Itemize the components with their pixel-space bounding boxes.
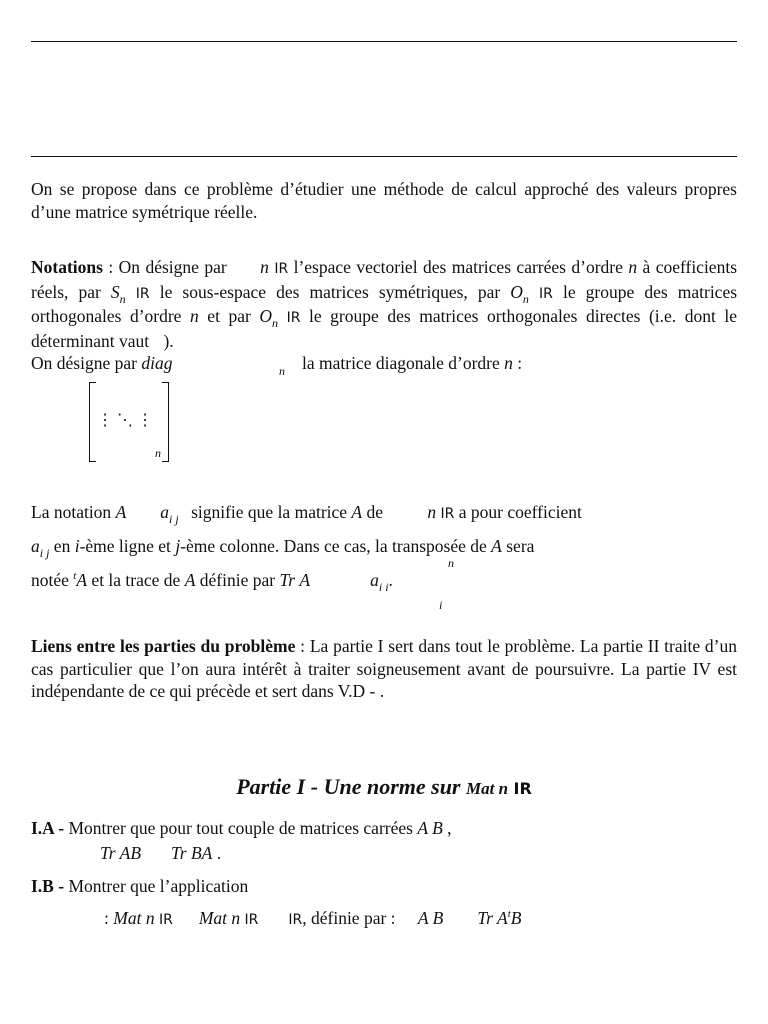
notation-text: notée	[31, 570, 74, 590]
reals-symbol: IR	[274, 261, 289, 277]
IA-line-1	[31, 817, 452, 839]
sum-lower-limit: i	[439, 598, 443, 612]
reals-symbol: IR	[286, 310, 301, 326]
math-sub-n: n	[272, 316, 279, 330]
math-n: n	[504, 353, 513, 373]
math-mat-n: Mat n	[465, 779, 509, 798]
notation-text: La notation	[31, 502, 116, 522]
notations-text: le groupe des matrices orthogonales d’ordre	[31, 281, 738, 326]
math-A-B: A B	[417, 818, 443, 838]
diag-line	[31, 352, 172, 374]
diag-text: la matrice diagonale d’ordre	[302, 353, 505, 373]
math-A: A	[491, 536, 502, 556]
IB-text: :	[104, 908, 114, 928]
math-sub-n: n	[279, 364, 285, 378]
math-transpose: t	[507, 908, 511, 920]
section-title	[0, 774, 768, 800]
notation-text: -ème colonne. Dans ce cas, la transposée de	[180, 536, 492, 556]
math-n: n	[190, 306, 199, 326]
math-sub-n: n	[119, 291, 126, 306]
math-n: n	[427, 502, 437, 522]
notations-label: Notations	[31, 257, 103, 277]
IA-formula	[100, 842, 221, 864]
matrix-dots: ⋮ ⋱ ⋮	[97, 412, 153, 429]
notation-text: .	[388, 570, 393, 590]
math-A-B: A B	[417, 908, 444, 928]
liens-label: Liens entre les parties du problème	[31, 636, 296, 656]
math-a: a	[31, 536, 40, 556]
diag-text: :	[512, 353, 523, 373]
math-A: A	[351, 502, 363, 522]
IA-text: Montrer que pour tout couple de matrices carrées	[64, 818, 418, 838]
notation-text: signifie que la matrice	[186, 502, 352, 522]
math-mat-n: Mat n	[113, 908, 155, 928]
notation-text: sera	[501, 536, 535, 556]
math-sub-ij: i j	[169, 512, 179, 526]
notations-text: le sous-espace des matrices symétriques, par	[149, 281, 511, 302]
math-TrAB: Tr AB	[100, 843, 142, 863]
section-title-text: Partie I - Une norme sur	[236, 774, 466, 799]
IB-label: I.B -	[31, 876, 65, 896]
math-j: j	[175, 536, 181, 556]
notations-text: et par	[198, 306, 260, 326]
liens-text: : La partie I sert dans tout le problème. La partie II traite d’un cas particulier que l’on aura intérêt à traiter soigneusement avant de poursuivre. La partie IV est indépendante de ce qui précède et sert dans V.D - .	[31, 636, 737, 701]
math-O: O	[510, 281, 523, 302]
diag-line-sub	[279, 358, 285, 382]
math-S: S	[110, 281, 120, 302]
math-TrBA: Tr BA	[171, 843, 213, 863]
math-sub-ii: i i	[378, 580, 389, 594]
math-A: A	[184, 570, 196, 590]
diag-line-rest	[302, 352, 522, 374]
IA-text: ,	[442, 818, 452, 838]
diagonal-matrix	[89, 382, 169, 462]
notations-text: ).	[163, 330, 174, 351]
diag-text: On désigne par	[31, 353, 142, 373]
math-Tr: Tr	[279, 570, 296, 590]
notation-A-line-3	[31, 569, 393, 594]
notations-text: le groupe des matrices orthogonales directes (i.e. dont le déterminant vaut	[31, 306, 737, 351]
math-sub-ij: i j	[39, 546, 50, 560]
right-bracket	[162, 382, 169, 462]
intro-paragraph	[31, 178, 737, 223]
IA-label: I.A -	[31, 818, 65, 838]
intro-text: On se propose dans ce problème d’étudier une méthode de calcul approché des valeurs propres d’une matrice symétrique réelle.	[31, 179, 737, 222]
reals-symbol: IR	[440, 506, 455, 522]
math-B: B	[510, 908, 522, 928]
notation-text: et la trace de	[87, 570, 185, 590]
IA-text: .	[212, 843, 222, 863]
reals-symbol: IR	[288, 912, 303, 928]
reals-symbol: IR	[539, 285, 553, 302]
liens-paragraph	[31, 635, 737, 703]
notations-text: : On désigne par	[102, 257, 233, 277]
notation-text: définie par	[195, 570, 280, 590]
header-rule	[31, 156, 737, 157]
math-mat-n: Mat n	[198, 908, 241, 928]
notation-text: de	[362, 502, 388, 522]
math-O: O	[259, 306, 273, 326]
sum-upper-limit: n	[448, 556, 454, 570]
notations-paragraph	[31, 256, 737, 352]
notation-A-line-1	[31, 501, 582, 525]
notation-text: en	[49, 536, 75, 556]
matrix-sub-n: n	[155, 446, 161, 460]
reals-symbol: IR	[513, 779, 532, 798]
notations-text: à coefficients réels, par	[31, 257, 737, 302]
math-n: n	[260, 257, 269, 277]
math-transpose: t	[73, 570, 77, 582]
reals-symbol: IR	[244, 912, 259, 928]
reals-symbol: IR	[135, 285, 150, 302]
IB-text: , définie par :	[302, 908, 400, 928]
math-a: a	[160, 502, 170, 522]
top-rule	[31, 41, 737, 42]
math-diag: diag	[141, 353, 173, 373]
notation-text: -ème ligne et	[79, 536, 176, 556]
notations-text: l’espace vectoriel des matrices carrées d’ordre	[288, 257, 629, 277]
math-A: A	[299, 570, 311, 590]
math-TrA: Tr A	[477, 908, 508, 928]
notation-text: a pour coefficient	[454, 502, 582, 522]
math-A: A	[115, 502, 127, 522]
IB-text: Montrer que l’application	[64, 876, 249, 896]
reals-symbol: IR	[158, 912, 173, 928]
math-a: a	[370, 570, 379, 590]
IB-line-1	[31, 875, 248, 897]
math-sub-n: n	[522, 291, 529, 306]
left-bracket	[89, 382, 96, 462]
IB-formula	[104, 907, 521, 932]
math-A: A	[76, 570, 88, 590]
math-i: i	[74, 536, 80, 556]
math-n: n	[628, 257, 638, 277]
notation-A-line-2	[31, 535, 534, 559]
